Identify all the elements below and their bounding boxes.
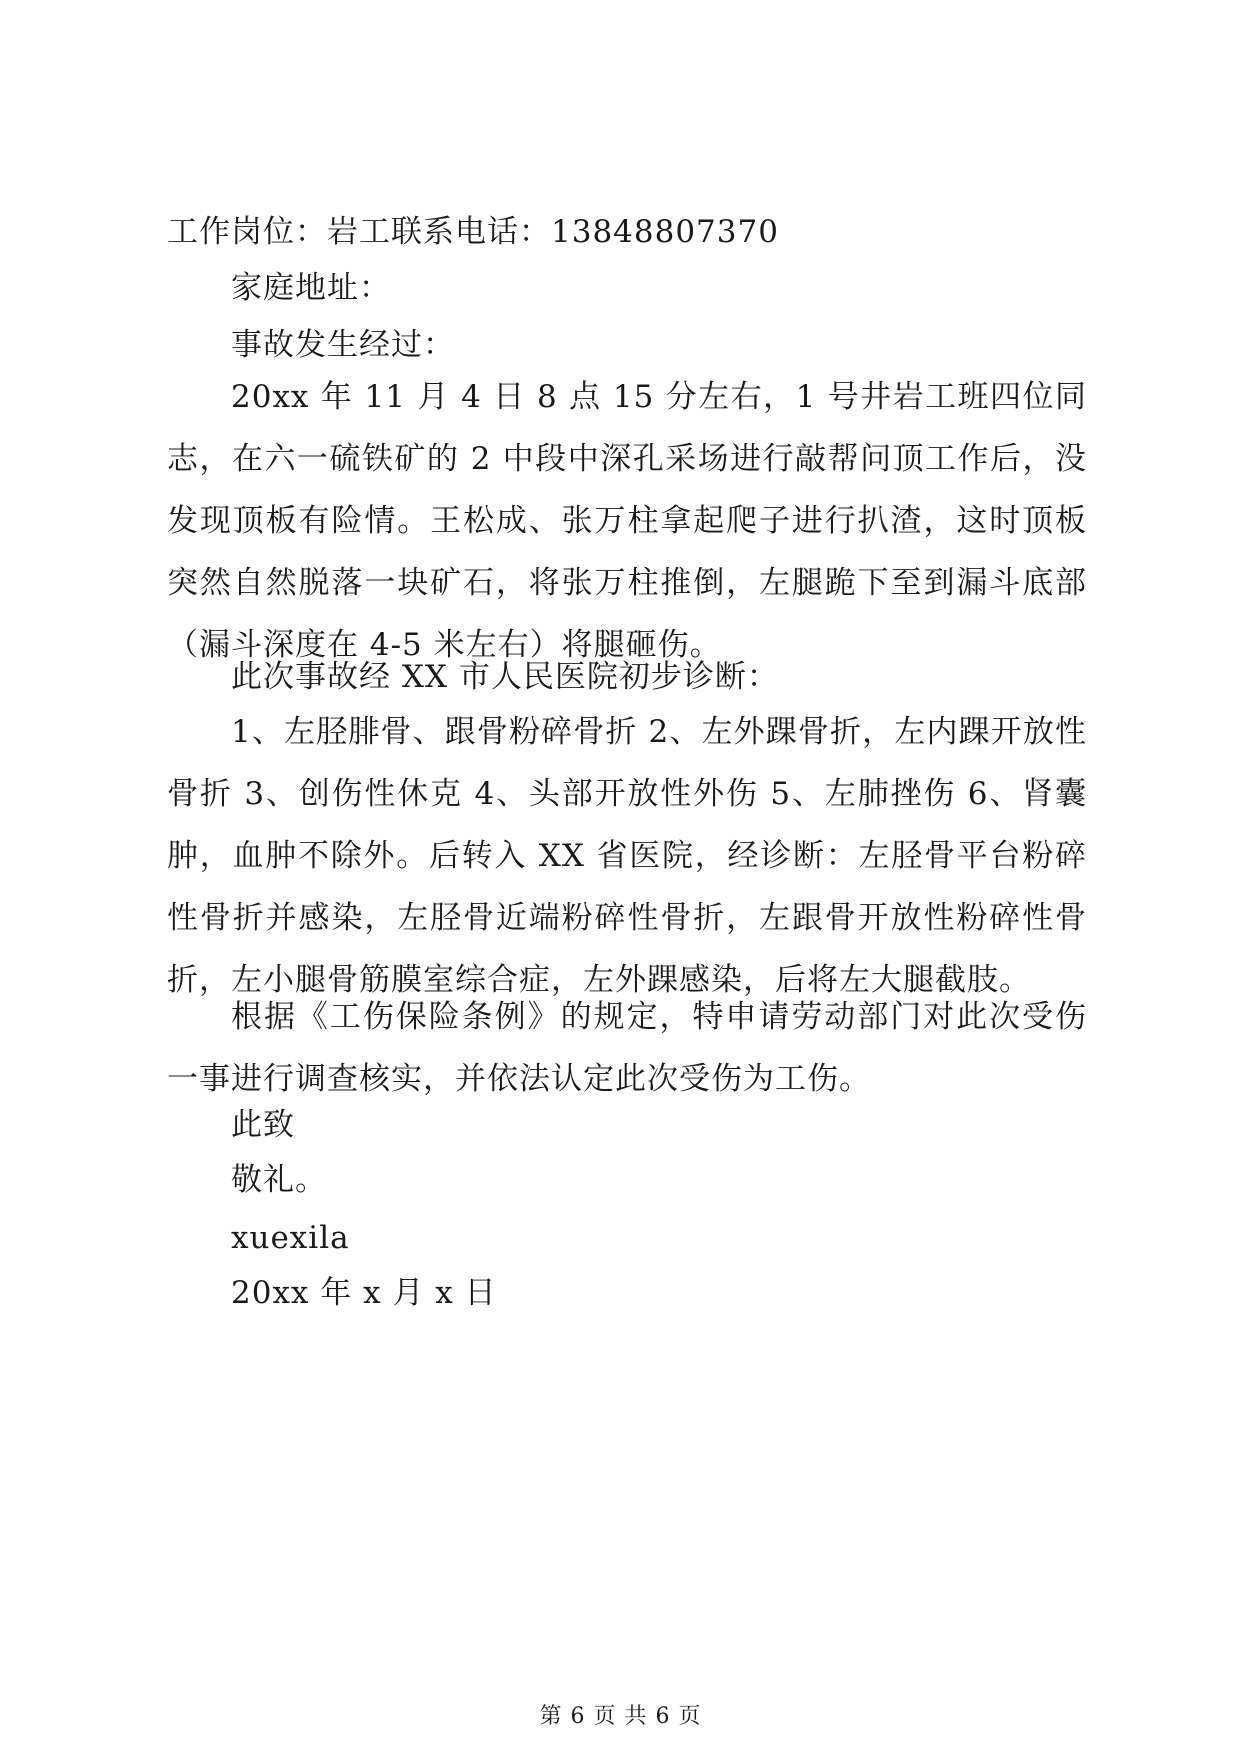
diagnosis-heading: 此次事故经 XX 市人民医院初步诊断：: [231, 659, 779, 695]
request-paragraph: 根据《工伤保险条例》的规定，特申请劳动部门对此次受伤一事进行调查核实，并依法认定此次受伤为工伤。: [167, 999, 1087, 1097]
address-line: 家庭地址：: [231, 270, 391, 306]
page-footer: 第 6 页 共 6 页: [539, 1704, 702, 1729]
date-line: 20xx 年 x 月 x 日: [231, 1275, 497, 1311]
process-heading: 事故发生经过：: [231, 327, 455, 363]
closing-line-2: 敬礼。: [231, 1162, 327, 1198]
process-paragraph: 20xx 年 11 月 4 日 8 点 15 分左右，1 号井岩工班四位同志，在六一硫铁矿的 2 中段中深孔采场进行敲帮问顶工作后，没发现顶板有险情。王松成、张万柱拿起爬子进行扒渣，这时顶板突然自然脱落一块矿石，将张万柱推倒，左腿跪下至到漏斗底部（漏斗深度在 4-5 米左右）将腿砸伤。: [167, 379, 1087, 663]
diagnosis-paragraph: 1、左胫腓骨、跟骨粉碎骨折 2、左外踝骨折，左内踝开放性骨折 3、创伤性休克 4、头部开放性外伤 5、左肺挫伤 6、肾囊肿，血肿不除外。后转入 XX 省医院，经诊断：左胫骨平台粉碎性骨折并感染，左胫骨近端粉碎性骨折，左跟骨开放性粉碎性骨折，左小腿骨筋膜室综合症，左外踝感染，后将左大腿截肢。: [167, 714, 1087, 998]
job-contact-line: 工作岗位：岩工联系电话：13848807370: [167, 214, 779, 250]
closing-line-1: 此致: [231, 1107, 295, 1143]
signature-line: xuexila: [231, 1220, 350, 1256]
